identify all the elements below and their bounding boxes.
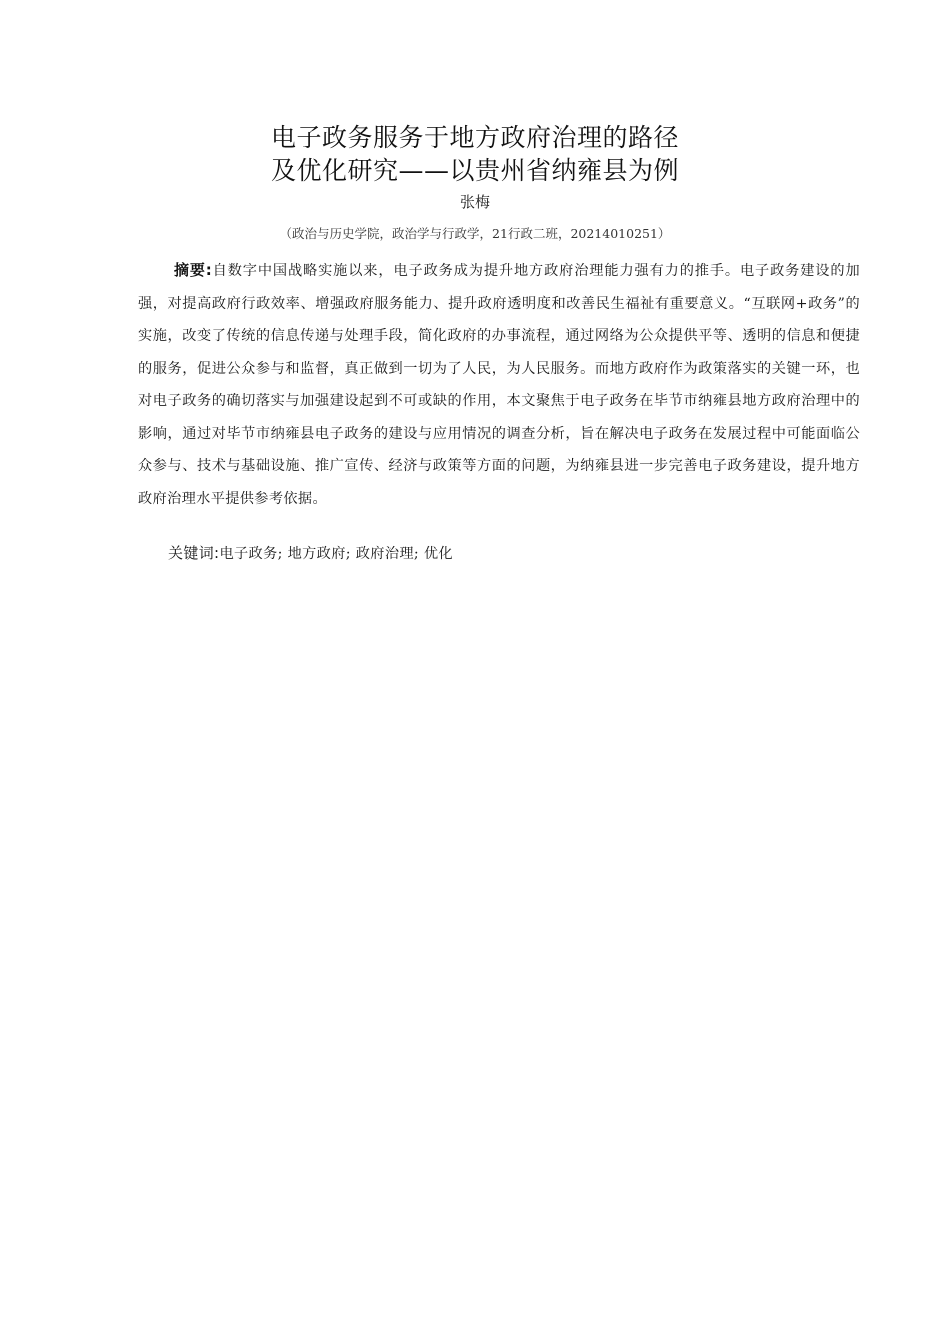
keywords-label: 关键词: — [168, 544, 220, 562]
keywords-line — [168, 541, 453, 566]
keywords-text: 电子政务; 地方政府; 政府治理; 优化 — [219, 546, 453, 562]
paper-title-line-1: 电子政务服务于地方政府治理的路径 — [270, 123, 679, 152]
abstract-label: 摘要: — [174, 261, 213, 279]
abstract-paragraph — [138, 254, 860, 515]
abstract-text: 自数字中国战略实施以来，电子政务成为提升地方政府治理能力强有力的推手。电子政务建设的加强，对提高政府行政效率、增强政府服务能力、提升政府透明度和改善民生福祉有重要意义。“互联网+政务”的实施，改变了传统的信息传递与处理手段，简化政府的办事流程，通过网络为公众提供平等、透明的信息和便捷的服务，促进公众参与和监督，真正做到一切为了人民，为人民服务。而地方政府作为政策落实的关键一环，也对电子政务的确切落实与加强建设起到不可或缺的作用，本文聚焦于电子政务在毕节市纳雍县地方政府治理中的影响，通过对毕节市纳雍县电子政务的建设与应用情况的调查分析，旨在解决电子政务在发展过程中可能面临公众参与、技术与基础设施、推广宣传、经济与政策等方面的问题，为纳雍县进一步完善电子政务建设，提升地方政府治理水平提供参考依据。 — [138, 263, 860, 507]
author-name: 张梅 — [459, 193, 490, 211]
author-affiliation: （政治与历史学院，政治学与行政学，21行政二班，20214010251） — [279, 226, 671, 241]
paper-title-line-2: 及优化研究——以贵州省纳雍县为例 — [270, 156, 679, 185]
